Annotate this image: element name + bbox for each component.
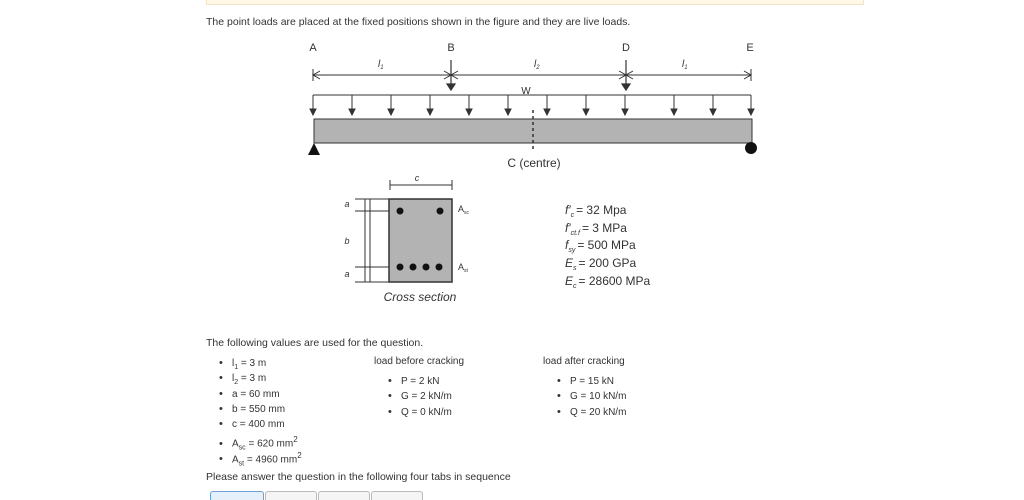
material-ec: $E_c = 28600$ MPa [565, 274, 651, 290]
span-label-l1-right: $l_1$ [682, 59, 688, 71]
dim-lines-vertical [355, 199, 389, 282]
dim-line-c [390, 180, 452, 190]
material-fc: $f'_c = 32$ Mpa [565, 203, 627, 219]
tab-1[interactable] [210, 491, 264, 500]
pin-support [308, 143, 320, 155]
list-item: • Q = 20 kN/m [557, 405, 627, 418]
point-label-a: A [309, 42, 317, 54]
values-heading: The following values are used for the question. [206, 337, 424, 349]
ast-label: $A_{st}$ [458, 262, 468, 274]
tab-3[interactable] [318, 491, 370, 500]
point-label-d: D [622, 42, 630, 54]
bottom-bar [436, 264, 443, 271]
cross-section-caption: Cross section [383, 290, 457, 304]
before-cracking-heading: load before cracking [374, 356, 465, 367]
dim-label-a-top: a [344, 199, 350, 209]
list-item: • $A_{st} = 4960$ $mm^2$ [219, 450, 302, 468]
before-cracking-list [388, 374, 452, 420]
cross-section [344, 173, 469, 304]
footer-instruction: Please answer the question in the following four tabs in sequence [206, 471, 511, 483]
list-item: • P = 15 kN [557, 375, 615, 387]
list-item: • P = 2 kN [388, 375, 440, 387]
asc-label: $A_{sc}$ [458, 204, 470, 216]
material-properties [565, 203, 651, 290]
list-item: • $A_{sc} = 620$ $mm^2$ [219, 435, 298, 452]
dim-label-c: c [414, 173, 420, 183]
list-item: • G = 2 kN/m [388, 390, 452, 403]
dim-label-b: b [344, 236, 350, 246]
tab-2[interactable] [265, 491, 317, 500]
distributed-load-arrows [310, 95, 754, 115]
list-item: • a = 60 mm [219, 387, 280, 400]
dim-label-a-bottom: a [344, 269, 350, 279]
intro-text: The point loads are placed at the fixed positions shown in the figure and they are live loads. [206, 16, 631, 28]
material-es: $E_s = 200$ GPa [565, 256, 637, 272]
span-label-l1-left: $l_1$ [378, 59, 384, 71]
point-label-b: B [447, 42, 455, 54]
point-label-e: E [746, 42, 754, 54]
list-item: • $l_2 = 3$ m [219, 372, 267, 387]
top-bar [437, 208, 444, 215]
bottom-bar [423, 264, 430, 271]
after-cracking-list [557, 374, 626, 420]
list-item: • Q = 0 kN/m [388, 405, 452, 418]
bottom-bar [410, 264, 417, 271]
values-list [219, 356, 302, 468]
material-fctf: $f'_{ct.f} = 3$ MPa [565, 221, 627, 237]
list-item: • b = 550 mm [219, 402, 286, 415]
top-bar [397, 208, 404, 215]
bottom-bar [397, 264, 404, 271]
list-item: • G = 10 kN/m [557, 390, 627, 403]
list-item: • $l_1 = 3$ m [219, 357, 267, 371]
span-label-l2: $l_2$ [534, 59, 540, 71]
centre-label: C (centre) [507, 156, 561, 170]
list-item: • c = 400 mm [219, 418, 285, 431]
tab-4[interactable] [371, 491, 423, 500]
roller-support [745, 142, 757, 154]
distributed-load-label: W [521, 86, 531, 97]
after-cracking-heading: load after cracking [543, 356, 625, 367]
material-fsy: $f_{sy} = 500$ MPa [565, 238, 636, 254]
